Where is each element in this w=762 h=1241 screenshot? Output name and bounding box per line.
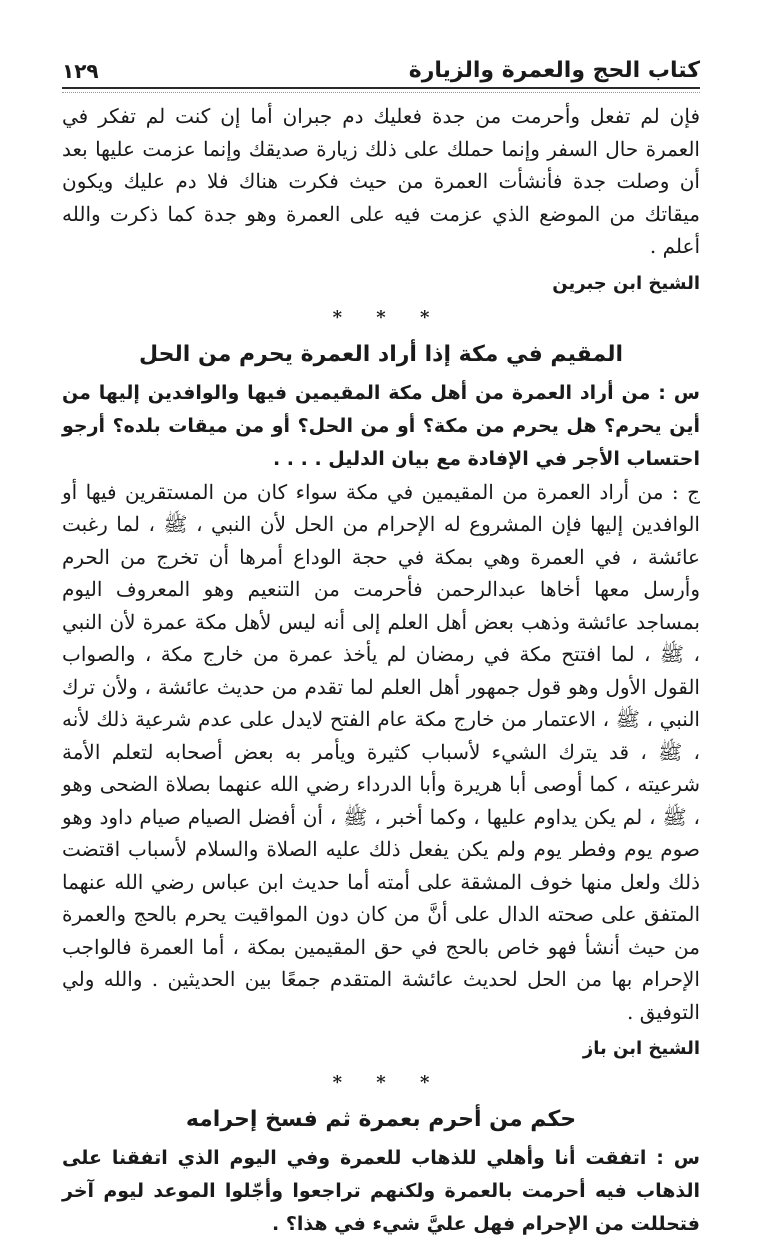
signature-ibn-jibreen: الشيخ ابن جبرين — [552, 272, 700, 294]
header-divider-dotted — [62, 92, 700, 93]
signature-ibn-baz: الشيخ ابن باز — [582, 1038, 700, 1059]
page-number: ١٢٩ — [62, 59, 99, 83]
page-header — [62, 52, 700, 86]
section-title: المقيم في مكة إذا أراد العمرة يحرم من الحل — [139, 341, 623, 367]
question-text: س : اتفقت أنا وأهلي للذهاب للعمرة وفي اليوم الذي اتفقنا على الذهاب فيه أحرمت بالعمرة ولكنهم تراجعوا وأجّلوا الموعد ليوم آخر فتحللت من الإحرام فهل عليَّ شيء في هذا؟ . — [62, 1147, 700, 1235]
question-text: س : من أراد العمرة من أهل مكة المقيمين فيها والوافدين إليها من أين يحرم؟ هل يحرم من مكة؟ أو من الحل؟ أو من ميقات بلده؟ أرجو احتساب الأجر في الإفادة مع بيان الدليل . . . . — [62, 381, 700, 470]
section-title: حكم من أحرم بعمرة ثم فسخ إحرامه — [185, 1107, 577, 1132]
book-title: كتاب الحج والعمرة والزيارة — [408, 58, 700, 83]
answer-text: ج : من أراد العمرة من المقيمين في مكة سواء كان من المستقرين فيها أو الوافدين إليها فإن المشروع له الإحرام من الحل لأن النبي ، ﷺ ، لما رغبت عائشة ، في العمرة وهي بمكة في حجة الوداع أمرها أن تخرج من الحرم وأرسل معها أخاها عبدالرحمن فأحرمت من التنعيم وهو المعروف اليوم بمساجد عائشة وذهب بعض أهل العلم إلى أنه ليس لأهل مكة عمرة لأن النبي ، ﷺ ، لما افتتح مكة في رمضان لم يأخذ عمرة من خارج مكة ، والصواب القول الأول وهو قول جمهور أهل العلم لما تقدم من حديث عائشة ، ولأن ترك النبي ، ﷺ ، الاعتمار من خارج مكة عام الفتح لايدل على عدم شرعية ذلك لأنه ، ﷺ ، قد يترك الشيء لأسباب كثيرة ويأمر به بعض أصحابه لتعلم الأمة شرعيته ، كما أوصى أبا هريرة وأبا الدرداء رضي الله عنهما بصلاة الضحى وهو ، ﷺ ، لم يكن يداوم عليها ، وكما أخبر ، ﷺ ، أن أفضل الصيام صيام داود وهو صوم يوم وفطر يوم ولم يكن يفعل ذلك عليه الصلاة والسلام لأسباب اقتضت ذلك ولعل منها خوف المشقة على أمته أما حديث ابن عباس رضي الله عنهما المتفق على صحته الدال على أنَّ من كان دون المواقيت يحرم بالحج والعمرة من حيث أنشأ فهو خاص بالحج في حق المقيمين بمكة ، أما العمرة فالواجب الإحرام بها من الحل لحديث عائشة المتقدم جمعًا بين الحديثين . والله ولي التوفيق . — [62, 479, 700, 1024]
page-content — [62, 100, 700, 1241]
separator-stars: * * * — [332, 1072, 430, 1093]
header-divider — [62, 87, 700, 89]
separator-stars: * * * — [332, 306, 430, 328]
answer-continuation: فإن لم تفعل وأحرمت من جدة فعليك دم جبران أما إن كنت لم تفكر في العمرة حال السفر وإنما حملك على ذلك زيارة صديقك وإنما عزمت عليها بعد أن وصلت جدة فأنشأت العمرة من حيث فكرت هناك فلا دم عليك ويكون ميقاتك من الموضع الذي عزمت فيه على العمرة وهو جدة كما ذكرت والله أعلم . — [62, 104, 700, 258]
